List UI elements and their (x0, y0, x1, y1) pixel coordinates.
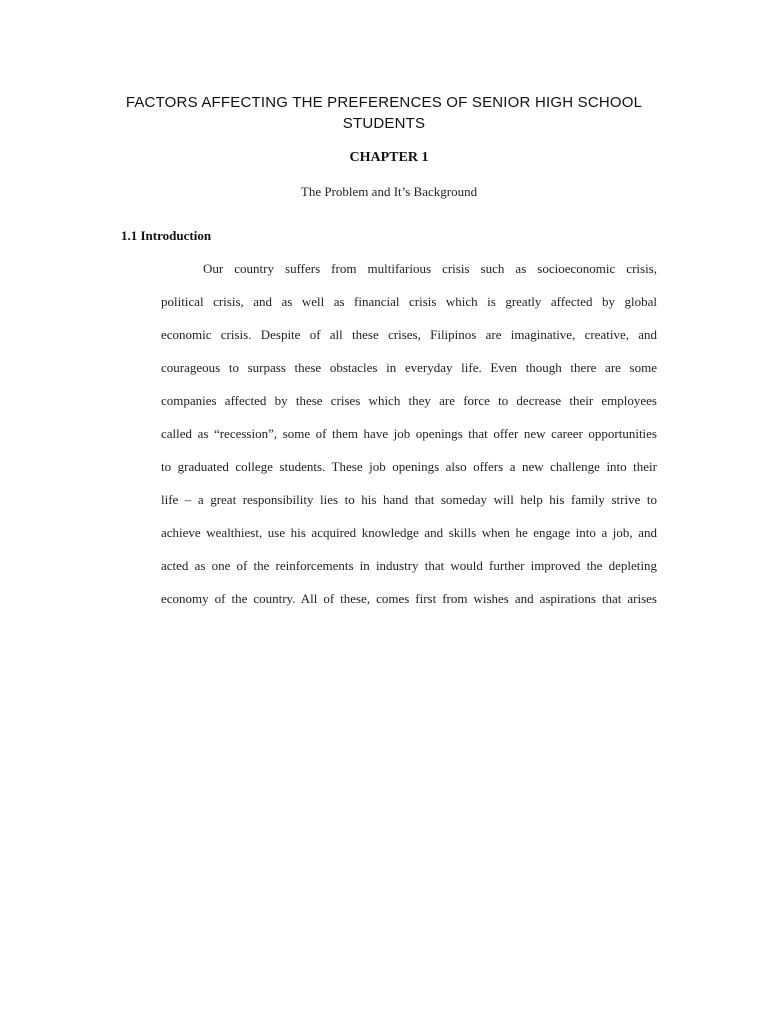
paragraph-line: companies affected by these crises which they are force to decrease their employees (161, 393, 657, 408)
paragraph-line: Our country suffers from multifarious crisis such as socioeconomic crisis, (203, 261, 657, 276)
document-title: FACTORS AFFECTING THE PREFERENCES OF SENIOR HIGH SCHOOL STUDENTS (125, 94, 643, 132)
paragraph-line: achieve wealthiest, use his acquired knowledge and skills when he engage into a job, and (161, 525, 657, 540)
paragraph-line: life – a great responsibility lies to his hand that someday will help his family strive to (161, 492, 657, 507)
paragraph-line: called as “recession”, some of them have job openings that offer new career opportunities (161, 426, 657, 441)
introduction-paragraph (161, 258, 657, 621)
chapter-subtitle: The Problem and It’s Background (300, 184, 478, 199)
paragraph-line: acted as one of the reinforcements in industry that would further improved the depleting (161, 558, 657, 573)
paragraph-line: economic crisis. Despite of all these crises, Filipinos are imaginative, creative, and (161, 327, 657, 342)
paragraph-line: political crisis, and as well as financial crisis which is greatly affected by global (161, 294, 657, 309)
chapter-heading: CHAPTER 1 (349, 150, 429, 165)
paragraph-line: to graduated college students. These job openings also offers a new challenge into their (161, 459, 657, 474)
paragraph-line: economy of the country. All of these, comes first from wishes and aspirations that arises (161, 591, 657, 606)
paragraph-line: courageous to surpass these obstacles in everyday life. Even though there are some (161, 360, 657, 375)
section-heading: 1.1 Introduction (121, 228, 212, 243)
